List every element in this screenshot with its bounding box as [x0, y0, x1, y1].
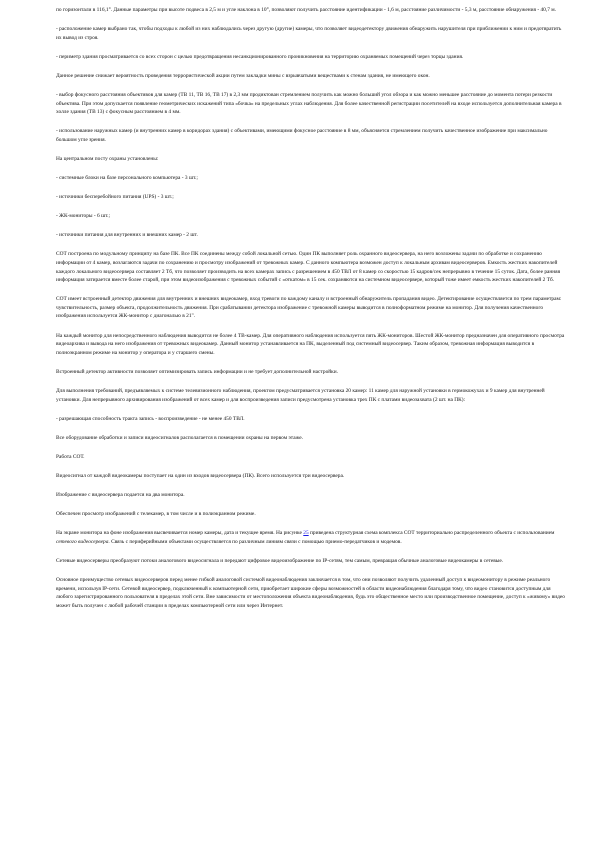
paragraph-16: Изображение с видеосервера подается на два монитора.	[56, 492, 185, 498]
paragraph-18-text-after: . Связь с периферийными объектами осуществляется по различным линиям связи с помощью приемо-передатчиков и модемов.	[108, 538, 402, 545]
paragraph-1: по горизонтали в 116,1°. Данные параметры при высоте подвеса в 2,5 м и угле наклона в 10°, позволяют получить расстояние идентификации - 1,6 м, расстояние различимости - 5,3 м, расстояние обнаружения - 40,7 м.	[56, 7, 557, 13]
figure-link[interactable]: 25	[303, 530, 309, 537]
list-item-3: - ЖК-мониторы - 6 шт.;	[56, 213, 111, 220]
list-item-4: - источники питания для внутренних и внешних камер - 2 шт.	[56, 232, 198, 239]
paragraph-18-italic-term: сетевого видеосервера	[56, 538, 109, 545]
paragraph-15: Видеосигнал от каждой видеокамеры поступает на один из входов видеосервера (ПК). Всего используется три видеосервера.	[56, 472, 345, 479]
paragraph-17: Обеспечен просмотр изображений с телекамер, в том числе и в полиэкранном режиме.	[56, 511, 256, 518]
paragraph-6: - использование наружных камер (и внутренних камер в коридорах здания) с объективами, имеющими фокусное расстояние в 8 мм, объясняется стремлением получить качественное изображение при максимально большом угле зрения.	[56, 128, 548, 143]
paragraph-7: На центральном посту охраны установлены:	[56, 155, 159, 162]
paragraph-8: СОТ построена по модульному принципу на базе ПК. Все ПК соединены между собой локальной сетью. Один ПК выполняет роль охранного видеосервера, на него возложены задачи по обработке и сохранению информации от 4 камер, возлагаются задачи по сохранению и просмотру изображений от тревожных камер. С данного компьютера возможен доступ к локальным архивам видеосерверов. Емкость жестких накопителей каждого локального видеосервера составляет 2 Тб, что позволяет производить на всех камерах запись с разрешением в 450 ТВЛ от 8 камер со скоростью 15 кадров/сек непрерывно в течение 15 суток. Дата, более ранняя информация затирается вместе более старой, при этом видеоизображения с тревожных событий с «откатом» в 15 сек. сохраняются на системном видеосервере, который тоже имеет емкость жестких накопителей 2 Тб.	[56, 251, 561, 284]
paragraph-9: СОТ имеет встроенный детектор движения для внутренних и внешних видеокамер, вход тревоги по каждому каналу и встроенный обнаружитель пропадания видео. Детектирование осуществляется по трем параметрам: чувствительность, размер объекта, продолжительность движения. При срабатывании детектора изображение с тревожной камеры выводится в полноформатном режиме на монитор. Для получения качественного изображения используется ЖК-монитор с диагональю в 21".	[56, 296, 562, 320]
paragraph-19: Сетевые видеосерверы преобразуют потоки аналогового видеосигнала и передают цифровое видеоизображение по IP-сетям, тем самым, превращая обычные аналоговые видеокамеры в сетевые.	[56, 557, 504, 564]
paragraph-20: Основное преимущество сетевых видеосерверов перед менее гибкой аналоговой системой видеонаблюдения заключается в том, что они позволяют получить удаленный доступ к видеомонитору в режиме реального времени, используя IP-сети. Сетевой видеосервер, подключенный к компьютерной сети, приобретает широкие сферы возможностей в области видеонаблюдения благодаря тому, что видео становится доступным для любого зарегистрированного пользователя в пределах этой сети. Вне зависимости от местоположения объекта видеонаблюдения, будь это общественное место или производственное помещение, доступ к «живому» видео может быть получен с любой рабочей станции в пределах компьютерной сети или через Интернет.	[56, 576, 565, 609]
paragraph-18-text-middle: приведена структурная схема комплекса СОТ территориально распределенного объекта с использованием	[308, 530, 555, 537]
paragraph-11: Встроенный детектор активности позволяет оптимизировать запись информации и не требует дополнительной настройки.	[56, 368, 338, 375]
paragraph-13: - разрешающая способность тракта запись - воспроизведение - не менее 450 ТВЛ.	[56, 415, 245, 422]
paragraph-18-text-before: На экране монитора на фоне изображения высвечивается номер камеры, дата и текущее время. На рисунке	[56, 530, 304, 537]
document-page	[56, 6, 568, 621]
paragraph-10: На каждый монитор для непосредственного наблюдения выводится не более 4 ТВ-камер. Для оперативного наблюдения используется пять ЖК-мониторов. Шестой ЖК-монитор предназначен для оперативного просмотра видеоархива и вывода на него изображения от тревожных видеокамер. Данный монитор устанавливается на ПК, выделенный под системный видеосервер. Таким образом, тревожная информация выводится в полноэкранном режиме на монитор у оператора и у старшего смены.	[56, 332, 565, 356]
paragraph-3: - периметр здания просматривается со всех сторон с целью предотвращения несанкционированного проникновения на территорию охраняемых помещений через торцы здания.	[56, 53, 464, 60]
list-item-2: - источники бесперебойного питания (UPS) - 3 шт.;	[56, 194, 174, 201]
paragraph-12: Для выполнения требований, предъявляемых к системе телевизионного наблюдения, проектом предусматривается установка 20 камер: 11 камер для наружной установки в гермокожухах и 9 камер для внутренней установки. Для непрерывного архивирования изображений от всех камер и для воспроизведения записи предусмотрена установка трех ПК с платами видеозахвата (2 шт. на ПК):	[56, 387, 545, 403]
section-heading: Работа СОТ.	[56, 453, 85, 460]
list-item-1: - системные блоки на базе персонального компьютера - 3 шт.;	[56, 175, 198, 182]
paragraph-14: Все оборудование обработки и записи видеосигналов располагается в помещении охраны на первом этаже.	[56, 434, 303, 441]
paragraph-18	[56, 529, 568, 546]
paragraph-2: - расположение камер выбрано так, чтобы подходы к любой из них наблюдались через другую (другие) камеры, что позволяет видеодетектору движения обнаружить нарушителя при приближении к ним и предотвратить их вывод из строя.	[56, 26, 562, 41]
paragraph-5: - выбор фокусного расстояния объективов для камер (ТВ 11, ТВ 16, ТВ 17) в 2,3 мм продиктован стремлением получить как можно больший угол обзора и как можно меньшее расстояние до момента потери резкости объектива. При этом допускается появление геометрических искажений типа «бочка» на предельных углах наблюдения. Для более качественной регистрации посетителей на входе используется дополнительная камера в холле здания (ТВ 13) с фокусным расстоянием в 4 мм.	[56, 91, 562, 116]
paragraph-4: Данное решение снижает вероятность проведения террористической акции путем закладки мины с взрывчатыми веществами к стенам здания, не имеющего окон.	[56, 72, 430, 79]
